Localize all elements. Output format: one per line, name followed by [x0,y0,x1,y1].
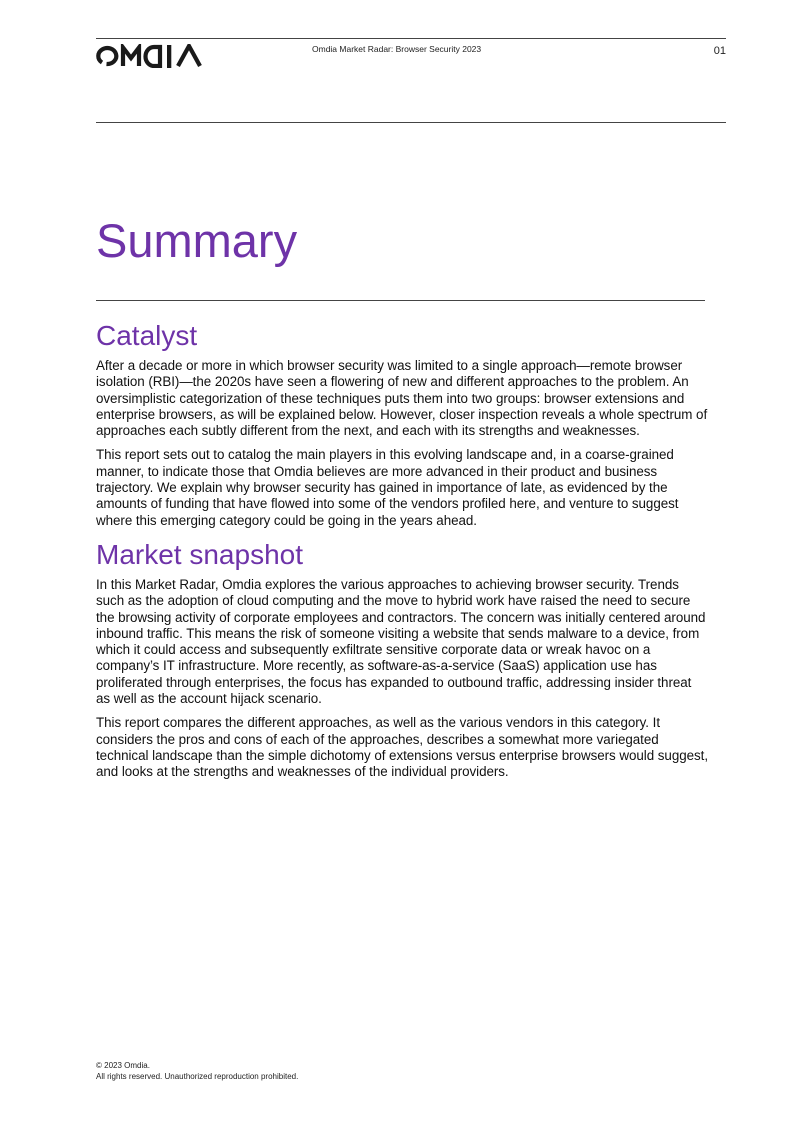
section-heading: Market snapshot [96,538,303,570]
section-heading: Catalyst [96,320,198,351]
paragraph: This report sets out to catalog the main players in this evolving landscape and, in a coarse-grained manner, to indicate those that Omdia believes are more advanced in their product and business trajectory. We explain why browser security has gained in importance of late, as evidenced by the amounts of funding that have flowed into some of the vendors profiled here, and venture to suggest where this emerging category could be going in the years ahead. [96,447,679,528]
main-content [96,318,708,789]
copyright-text: © 2023 Omdia. [96,1061,150,1070]
page-number: 01 [713,45,726,57]
report-header-title: Omdia Market Radar: Browser Security 2023 [312,44,482,54]
rights-text: All rights reserved. Unauthorized reproduction prohibited. [96,1072,299,1081]
page-title: Summary [96,214,298,267]
section-catalyst [96,318,708,529]
footer [96,1060,298,1082]
paragraph: This report compares the different approaches, as well as the various vendors in this category. It considers the pros and cons of each of the approaches, describes a somewhat more variegated technical landscape than the simple dichotomy of extensions versus enterprise browsers would suggest, and looks at the strengths and weaknesses of the individual providers. [96,715,708,780]
top-rule [96,38,726,39]
paragraph: After a decade or more in which browser security was limited to a single approach—remote browser isolation (RBI)—the 2020s have seen a flowering of new and different approaches to the problem. An oversimplistic categorization of these techniques puts them into two groups: browser extensions and enterprise browsers, as will be explained below. However, closer inspection reveals a whole spectrum of approaches each subtly different from the next, and each with its strengths and weaknesses. [96,358,708,439]
paragraph: In this Market Radar, Omdia explores the various approaches to achieving browser security. Trends such as the adoption of cloud computing and the move to hybrid work have raised the need to secure the browsing activity of corporate employees and contractors. The concern was initially centered around inbound traffic. This means the risk of someone visiting a website that sends malware to a device, from which it could access and subsequently exfiltrate sensitive corporate data or wreak havoc on a company’s IT infrastructure. More recently, as software-as-a-service (SaaS) application use has proliferated through enterprises, the focus has expanded to outbound traffic, addressing insider threat as well as the account hijack scenario. [96,576,706,707]
section-market-snapshot [96,537,708,781]
title-rule [96,300,705,301]
header-rule [96,122,726,123]
omdia-logo [96,44,204,68]
